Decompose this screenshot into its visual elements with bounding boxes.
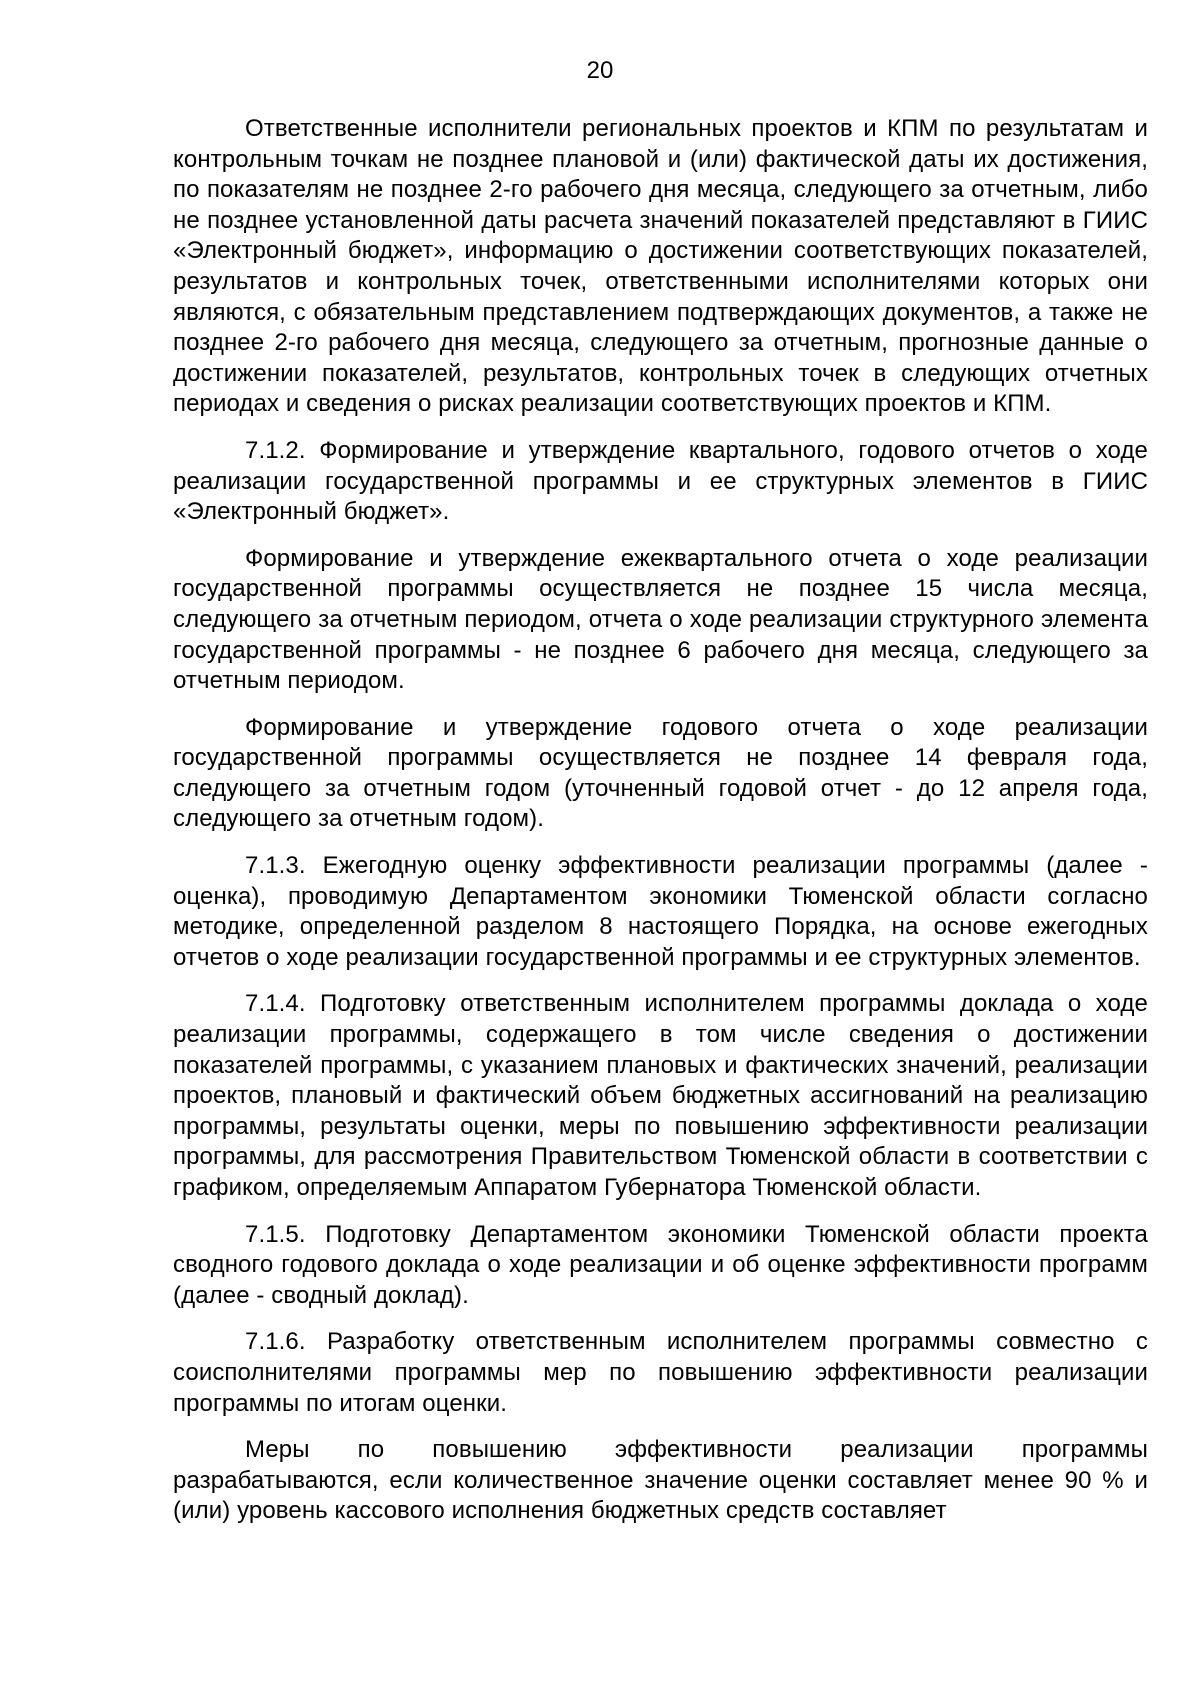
paragraph-responsible-executors: Ответственные исполнители региональных проектов и КПМ по результатам и контрольным точкам не позднее плановой и (или) фактической даты их достижения, по показателям не позднее 2-го рабочего дня месяца, следующего за отчетным, либо не позднее установленной даты расчета значений показателей представляют в ГИИС «Электронный бюджет», информацию о достижении соответствующих показателей, результатов и контрольных точек, ответственными исполнителями которых они являются, с обязательным представлением подтверждающих документов, а также не позднее 2-го рабочего дня месяца, следующего за отчетным, прогнозные данные о достижении показателей, результатов, контрольных точек в следующих отчетных периодах и сведения о рисках реализации соответствующих проектов и КПМ. <box>173 115 1148 418</box>
paragraph-7-1-3: 7.1.3. Ежегодную оценку эффективности реализации программы (далее - оценка), проводимую Департаментом экономики Тюменской области согласно методике, определенной разделом 8 настоящего Порядка, на основе ежегодных отчетов о ходе реализации государственной программы и ее структурных элементов. <box>173 852 1148 971</box>
paragraph-7-1-2: 7.1.2. Формирование и утверждение квартального, годового отчетов о ходе реализации государственной программы и ее структурных элементов в ГИИС «Электронный бюджет». <box>173 436 1148 526</box>
paragraph-7-1-4: 7.1.4. Подготовку ответственным исполнителем программы доклада о ходе реализации программы, содержащего в том числе сведения о достижении показателей программы, с указанием плановых и фактических значений, реализации проектов, плановый и фактический объем бюджетных ассигнований на реализацию программы, результаты оценки, меры по повышению эффективности реализации программы, для рассмотрения Правительством Тюменской области в соответствии с графиком, определяемым Аппаратом Губернатора Тюменской области. <box>173 990 1148 1201</box>
paragraph-quarterly-report: Формирование и утверждение ежеквартального отчета о ходе реализации государственной программы осуществляется не позднее 15 числа месяца, следующего за отчетным периодом, отчета о ходе реализации структурного элемента государственной программы - не позднее 6 рабочего дня месяца, следующего за отчетным периодом. <box>173 544 1148 695</box>
paragraph-measures: Меры по повышению эффективности реализации программы разрабатываются, если количественное значение оценки составляет менее 90 % и (или) уровень кассового исполнения бюджетных средств составляет <box>173 1436 1148 1525</box>
page-number: 20 <box>586 57 614 84</box>
paragraph-7-1-5: 7.1.5. Подготовку Департаментом экономики Тюменской области проекта сводного годового доклада о ходе реализации и об оценке эффективности программ (далее - сводный доклад). <box>173 1220 1148 1309</box>
document-body <box>173 114 1148 1543</box>
paragraph-annual-report: Формирование и утверждение годового отчета о ходе реализации государственной программы осуществляется не позднее 14 февраля года, следующего за отчетным годом (уточненный годовой отчет - до 12 апреля года, следующего за отчетным годом). <box>173 713 1148 833</box>
paragraph-7-1-6: 7.1.6. Разработку ответственным исполнителем программы совместно с соисполнителями программы мер по повышению эффективности реализации программы по итогам оценки. <box>173 1328 1148 1417</box>
